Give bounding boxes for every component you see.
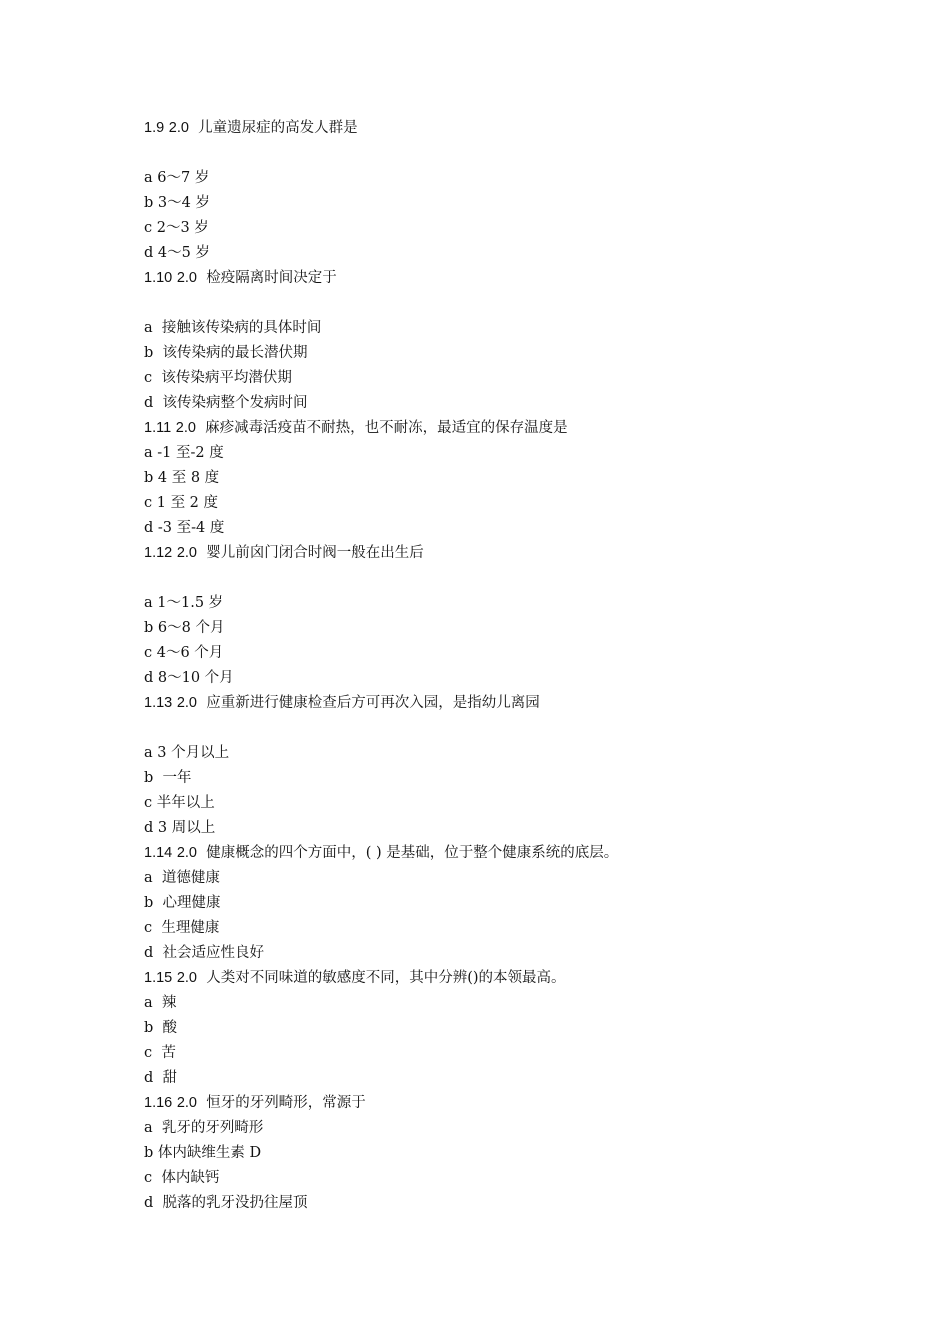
question-score: 2.0	[176, 1095, 198, 1111]
answer-option: b 一年	[144, 770, 192, 786]
question-header	[144, 541, 844, 566]
question-score: 2.0	[176, 545, 198, 561]
question-number: 1.13	[144, 695, 173, 711]
question-number: 1.14	[144, 845, 173, 861]
answer-option: d -3 至-4 度	[144, 520, 225, 536]
answer-option: a 6～7 岁	[144, 170, 210, 186]
answer-option: a 道德健康	[144, 870, 220, 886]
question-text: 检疫隔离时间决定于	[206, 270, 337, 286]
question-text: 健康概念的四个方面中，( ) 是基础，位于整个健康系统的底层。	[206, 845, 619, 861]
question-score: 2.0	[176, 845, 198, 861]
answer-option: b 该传染病的最长潜伏期	[144, 345, 308, 361]
question-text: 麻疹减毒活疫苗不耐热，也不耐冻，最适宜的保存温度是	[205, 420, 568, 436]
answer-option: b 4 至 8 度	[144, 470, 220, 486]
question-number: 1.9	[144, 120, 165, 136]
answer-option: d 甜	[144, 1070, 178, 1086]
answer-option: d 4～5 岁	[144, 245, 210, 261]
answer-option: d 8～10 个月	[144, 670, 234, 686]
question-number: 1.11	[144, 420, 172, 436]
answer-option: a -1 至-2 度	[144, 445, 224, 461]
question-number: 1.16	[144, 1095, 173, 1111]
answer-option: c 2～3 岁	[144, 220, 209, 236]
answer-option: c 4～6 个月	[144, 645, 224, 661]
answer-option: a 1～1.5 岁	[144, 595, 224, 611]
answer-option: d 脱落的乳牙没扔往屋顶	[144, 1195, 308, 1211]
question-number: 1.15	[144, 970, 173, 986]
answer-option: c 苦	[144, 1045, 176, 1061]
answer-option: c 该传染病平均潜伏期	[144, 370, 292, 386]
blank-line	[144, 566, 844, 591]
question-header	[144, 266, 844, 291]
answer-option: d 3 周以上	[144, 820, 216, 836]
question-header	[144, 116, 844, 141]
question-document	[144, 116, 844, 1216]
blank-line	[144, 141, 844, 166]
question-header	[144, 841, 844, 866]
question-text: 应重新进行健康检查后方可再次入园，是指幼儿离园	[206, 695, 540, 711]
question-score: 2.0	[176, 970, 198, 986]
blank-line	[144, 291, 844, 316]
question-score: 2.0	[168, 120, 189, 136]
question-header	[144, 416, 844, 441]
blank-line	[144, 716, 844, 741]
answer-option: c 1 至 2 度	[144, 495, 219, 511]
answer-option: a 辣	[144, 995, 177, 1011]
answer-option: b 3～4 岁	[144, 195, 210, 211]
answer-option: a 3 个月以上	[144, 745, 230, 761]
answer-option: b 酸	[144, 1020, 178, 1036]
answer-option: d 该传染病整个发病时间	[144, 395, 308, 411]
answer-option: a 乳牙的牙列畸形	[144, 1120, 264, 1136]
answer-option: b 体内缺维生素 D	[144, 1145, 262, 1161]
answer-option: b 心理健康	[144, 895, 221, 911]
question-header	[144, 691, 844, 716]
question-header	[144, 1091, 844, 1116]
question-text: 恒牙的牙列畸形，常源于	[206, 1095, 366, 1111]
question-score: 2.0	[175, 420, 196, 436]
question-text: 人类对不同味道的敏感度不同，其中分辨()的本领最高。	[206, 970, 566, 986]
answer-option: c 半年以上	[144, 795, 215, 811]
question-text: 婴儿前囟门闭合时阀一般在出生后	[206, 545, 424, 561]
question-number: 1.10	[144, 270, 173, 286]
answer-option: d 社会适应性良好	[144, 945, 264, 961]
answer-option: b 6～8 个月	[144, 620, 225, 636]
question-text: 儿童遗尿症的高发人群是	[198, 120, 358, 136]
answer-option: c 生理健康	[144, 920, 220, 936]
question-number: 1.12	[144, 545, 173, 561]
question-score: 2.0	[176, 695, 198, 711]
answer-option: c 体内缺钙	[144, 1170, 220, 1186]
question-score: 2.0	[176, 270, 198, 286]
question-header	[144, 966, 844, 991]
answer-option: a 接触该传染病的具体时间	[144, 320, 322, 336]
